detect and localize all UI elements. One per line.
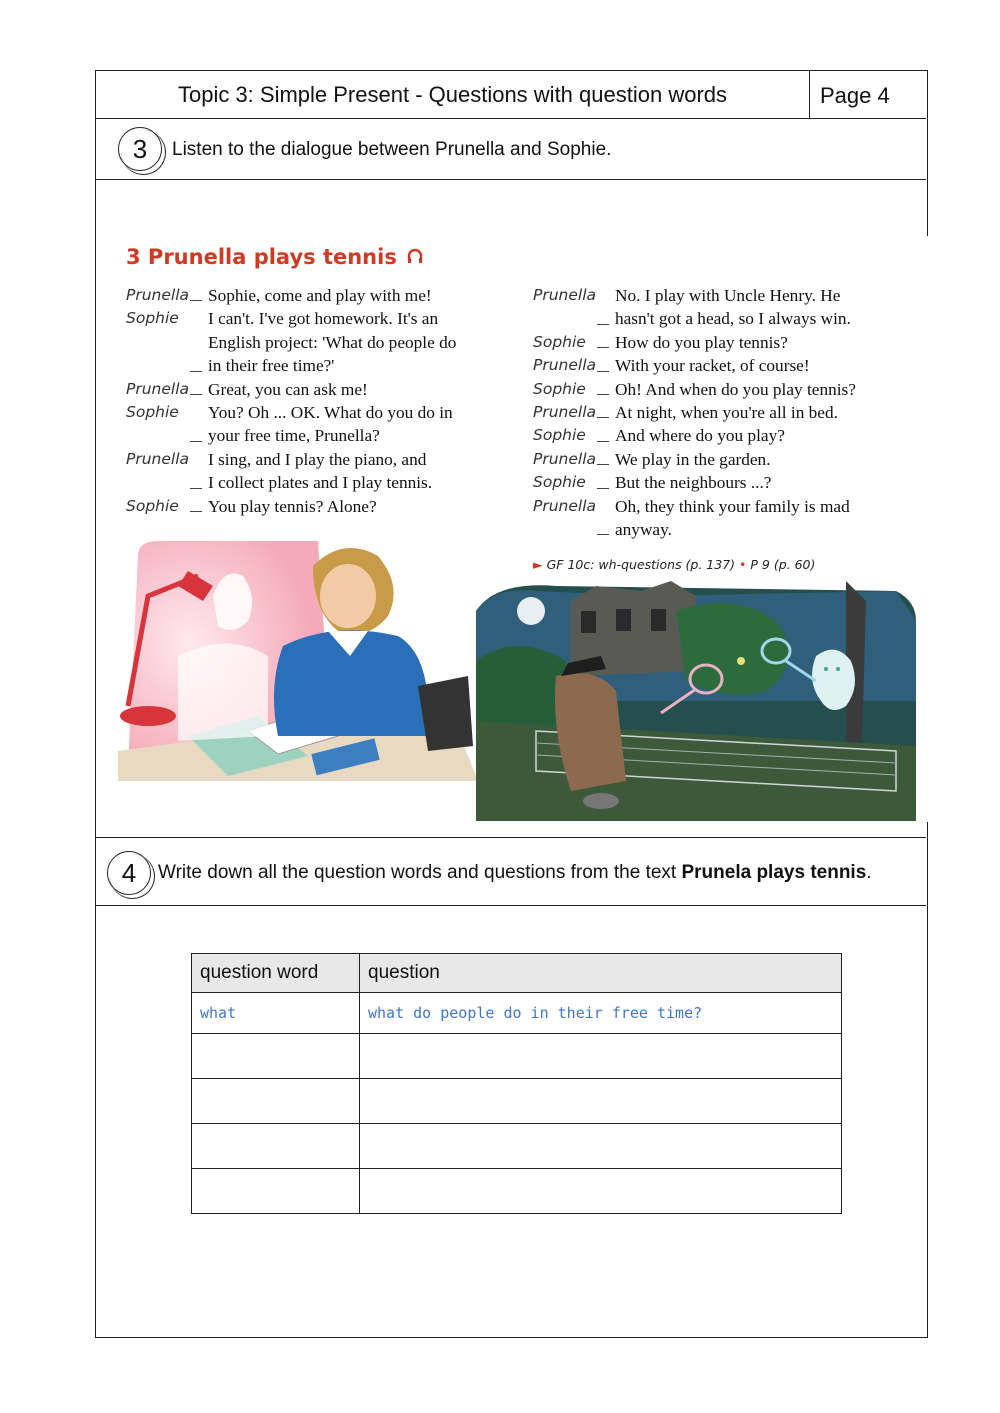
dialogue-line <box>533 354 903 377</box>
speaker-name: Sophie <box>533 471 615 494</box>
speech-text: With your racket, of course! <box>615 356 810 376</box>
speaker-name: Prunella <box>533 284 615 331</box>
textbook-excerpt <box>96 236 929 822</box>
ghost-tennis-illustration <box>476 581 916 821</box>
speech-text: You play tennis? Alone? <box>208 496 377 516</box>
speaker-name: Sophie <box>126 401 208 448</box>
task-4-header <box>96 837 926 906</box>
speaker-name: Sophie <box>126 495 208 518</box>
dialogue-line <box>533 378 903 401</box>
dialogue-line <box>533 448 903 471</box>
page-number: Page 4 <box>809 71 926 119</box>
dialogue-line <box>533 495 903 542</box>
speaker-name: Prunella <box>533 401 615 424</box>
dialogue-line <box>126 401 496 448</box>
instruction-text: Write down all the question words and questions from the text <box>158 862 682 883</box>
speech-text: Oh! And when do you play tennis? <box>615 379 856 399</box>
table-row <box>192 993 842 1034</box>
dialogue-line <box>533 284 903 331</box>
speech-text: I can't. I've got homework. It's an English project: 'What do people do in their free time?' <box>208 309 457 376</box>
speech-text: Great, you can ask me! <box>208 379 368 399</box>
question-word-cell[interactable] <box>192 1079 360 1124</box>
dialogue-line <box>533 471 903 494</box>
dialogue-line <box>126 495 496 518</box>
speaker-name: Prunella <box>533 448 615 471</box>
column-header-question-word: question word <box>192 954 360 993</box>
dialogue-line <box>126 378 496 401</box>
speaker-name: Prunella <box>126 448 208 495</box>
speaker-name: Prunella <box>126 378 208 401</box>
question-cell[interactable] <box>360 1079 842 1124</box>
grammar-reference <box>533 557 815 572</box>
dialogue-line <box>126 284 496 307</box>
speech-text: I sing, and I play the piano, and I collect plates and I play tennis. <box>208 449 433 493</box>
question-table <box>191 953 842 1214</box>
speaker-name: Prunella <box>126 284 208 307</box>
task-number-badge: 4 <box>107 851 151 895</box>
dialogue-line <box>126 448 496 495</box>
instruction-bold-title: Prunela plays tennis <box>681 862 867 883</box>
reference-text: GF 10c: wh-questions (p. 137) <box>546 557 736 572</box>
speech-text: Oh, they think your family is mad anyway. <box>615 496 850 540</box>
speech-text: You? Oh ... OK. What do you do in your free time, Prunella? <box>208 403 453 446</box>
question-cell[interactable]: what do people do in their free time? <box>360 993 842 1034</box>
reference-practice: P 9 (p. 60) <box>750 557 816 572</box>
question-word-cell[interactable] <box>192 1124 360 1169</box>
dialogue-line <box>126 307 496 377</box>
bullet-icon: • <box>735 557 751 572</box>
sophie-homework-illustration <box>118 536 478 781</box>
dialogue-line <box>533 331 903 354</box>
dialogue-line <box>533 401 903 424</box>
excerpt-title-text: 3 Prunella plays tennis <box>126 245 397 269</box>
speaker-name: Sophie <box>533 378 615 401</box>
speaker-name: Prunella <box>533 354 615 377</box>
speaker-name: Sophie <box>533 424 615 447</box>
speech-text: And where do you play? <box>615 426 785 446</box>
speaker-name: Sophie <box>126 307 208 377</box>
speech-text: We play in the garden. <box>615 449 771 469</box>
speech-text: At night, when you're all in bed. <box>615 403 838 423</box>
speech-text: But the neighbours ...? <box>615 473 772 493</box>
dialogue-left-column <box>126 284 496 518</box>
dialogue-line <box>533 424 903 447</box>
task-3-instruction: Listen to the dialogue between Prunella and Sophie. <box>172 139 612 160</box>
instruction-end: . <box>866 862 872 883</box>
speech-text: Sophie, come and play with me! <box>208 286 432 305</box>
column-header-question: question <box>360 954 842 993</box>
task-number-badge: 3 <box>118 127 162 171</box>
speech-text: How do you play tennis? <box>615 332 788 352</box>
question-cell[interactable] <box>360 1169 842 1214</box>
table-row <box>192 1169 842 1214</box>
question-cell[interactable] <box>360 1034 842 1079</box>
question-word-cell[interactable] <box>192 1169 360 1214</box>
question-word-cell[interactable]: what <box>192 993 360 1034</box>
excerpt-title <box>126 245 423 269</box>
question-word-cell[interactable] <box>192 1034 360 1079</box>
question-cell[interactable] <box>360 1124 842 1169</box>
dialogue-right-column <box>533 284 903 541</box>
table-row <box>192 1124 842 1169</box>
headphones-icon <box>407 245 423 269</box>
arrow-icon: ► <box>533 557 547 572</box>
table-row <box>192 1079 842 1124</box>
speaker-name: Sophie <box>533 331 615 354</box>
page-title: Topic 3: Simple Present - Questions with question words <box>177 82 728 107</box>
speech-text: No. I play with Uncle Henry. He hasn't got a head, so I always win. <box>615 286 851 329</box>
header <box>96 71 926 119</box>
task-4-instruction <box>158 862 872 884</box>
table-row <box>192 1034 842 1079</box>
speaker-name: Prunella <box>533 495 615 542</box>
task-3-header <box>96 119 926 180</box>
